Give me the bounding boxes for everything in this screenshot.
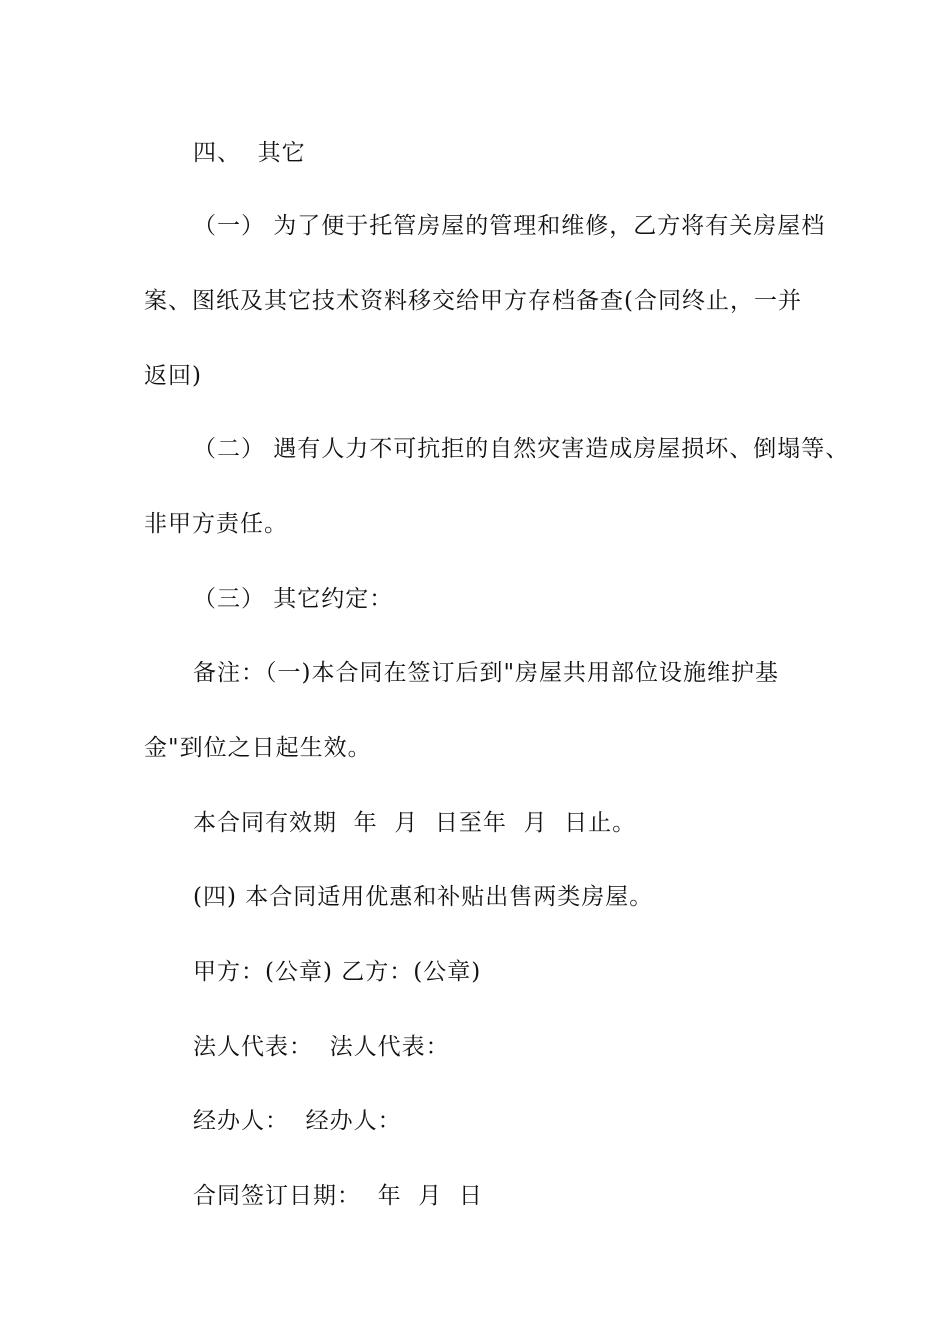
- legal-representative-line: 法人代表： 法人代表：: [193, 1034, 450, 1060]
- paragraph-line: 非甲方责任。: [144, 511, 288, 537]
- paragraph-line: （三） 其它约定：: [193, 586, 394, 612]
- handler-line: 经办人： 经办人：: [193, 1108, 402, 1134]
- validity-line: 本合同有效期 年 月 日至年 月 日止。: [193, 810, 637, 836]
- paragraph-line: 案、图纸及其它技术资料移交给甲方存档备查(合同终止，一并: [144, 288, 802, 314]
- note-line: 金"到位之日起生效。: [144, 735, 372, 761]
- signature-parties-line: 甲方：(公章) 乙方：(公章): [193, 959, 482, 985]
- paragraph-line: （一） 为了便于托管房屋的管理和维修，乙方将有关房屋档: [193, 213, 826, 239]
- section-heading: 四、 其它: [193, 140, 306, 166]
- paragraph-line: (四) 本合同适用优惠和补贴出售两类房屋。: [193, 884, 654, 910]
- note-line: 备注：（一)本合同在签订后到"房屋共用部位设施维护基: [193, 660, 780, 686]
- paragraph-line: （二） 遇有人力不可抗拒的自然灾害造成房屋损坏、倒塌等、: [193, 436, 850, 462]
- signing-date-line: 合同签订日期： 年 月 日: [193, 1183, 483, 1209]
- paragraph-line: 返回): [144, 363, 202, 389]
